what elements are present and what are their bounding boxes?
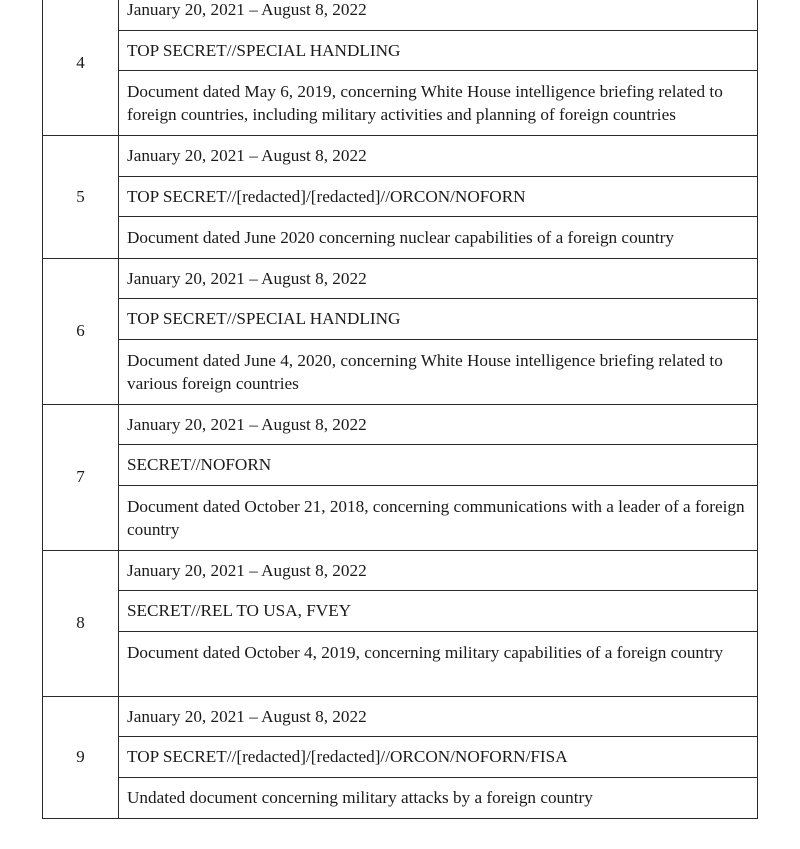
classification-cell: TOP SECRET//SPECIAL HANDLING [119,299,757,340]
classification-cell: SECRET//REL TO USA, FVEY [119,591,757,632]
table-row-group [42,0,758,136]
table-row-group [42,551,758,697]
table-row-group [42,697,758,820]
description-cell [119,71,757,135]
date-range-cell: January 20, 2021 – August 8, 2022 [119,405,757,446]
date-range-cell: January 20, 2021 – August 8, 2022 [119,0,757,31]
description-text: Document dated June 4, 2020, concerning White House intelligence briefing related to various foreign countries [127,350,723,393]
row-details [119,136,757,258]
table-row-group [42,259,758,405]
row-details [119,259,757,404]
table-row-group [42,136,758,259]
description-cell [119,486,757,550]
date-range-cell: January 20, 2021 – August 8, 2022 [119,259,757,300]
date-range-cell: January 20, 2021 – August 8, 2022 [119,136,757,177]
description-text: Document dated June 2020 concerning nuclear capabilities of a foreign country [127,227,674,247]
description-cell [119,632,757,696]
description-cell [119,217,757,258]
row-number: 4 [43,0,119,135]
date-range-cell: January 20, 2021 – August 8, 2022 [119,551,757,592]
table-row-group [42,405,758,551]
row-number: 9 [43,697,119,819]
row-details [119,405,757,550]
description-text: Document dated May 6, 2019, concerning White House intelligence briefing related to foreign countries, including military activities and planning of foreign countries [127,82,723,124]
description-text: Undated document concerning military attacks by a foreign country [127,788,593,808]
classification-cell: TOP SECRET//[redacted]/[redacted]//ORCON/NOFORN [119,177,757,218]
row-number: 7 [43,405,119,550]
row-number: 5 [43,136,119,258]
date-range-cell: January 20, 2021 – August 8, 2022 [119,697,757,738]
row-number: 8 [43,551,119,696]
description-text: Document dated October 4, 2019, concerning military capabilities of a foreign country [127,642,724,662]
classification-cell: SECRET//NOFORN [119,445,757,486]
row-details [119,551,757,696]
description-cell [119,340,757,404]
classification-cell: TOP SECRET//SPECIAL HANDLING [119,31,757,72]
row-details [119,697,757,819]
document-table [42,0,758,819]
classification-cell: TOP SECRET//[redacted]/[redacted]//ORCON/NOFORN/FISA [119,737,757,778]
row-details [119,0,757,135]
description-text: Document dated October 21, 2018, concerning communications with a leader of a foreign country [127,496,745,539]
description-cell [119,778,757,819]
row-number: 6 [43,259,119,404]
